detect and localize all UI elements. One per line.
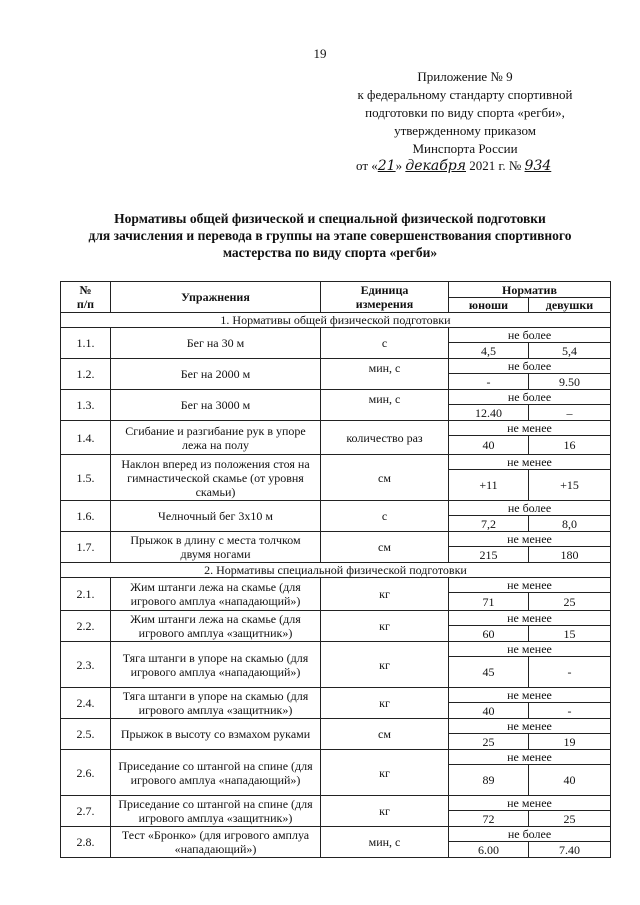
row-unit: кг [321, 578, 449, 611]
header-row [61, 282, 611, 298]
row-number: 2.6. [61, 750, 111, 796]
table-row [61, 421, 611, 436]
row-unit: с [321, 328, 449, 359]
table-row [61, 578, 611, 593]
value-girls: 25 [529, 593, 611, 611]
header-boys: юноши [449, 298, 529, 313]
row-unit: мин, с [321, 390, 449, 421]
exercise-name: Тяга штанги в упоре на скамью (для игрового амплуа «нападающий») [111, 642, 321, 688]
section-title: 1. Нормативы общей физической подготовки [61, 313, 611, 328]
value-boys: 45 [449, 657, 529, 688]
annex-line: Минспорта России [412, 141, 518, 156]
header-norm: Норматив [449, 282, 611, 298]
order-sep: » [395, 158, 403, 173]
exercise-name: Прыжок в высоту со взмахом руками [111, 719, 321, 750]
value-girls: - [529, 703, 611, 719]
norm-condition: не более [449, 501, 611, 516]
row-number: 2.4. [61, 688, 111, 719]
section-title: 2. Нормативы специальной физической подготовки [61, 563, 611, 578]
table-row [61, 719, 611, 734]
header-unit: Единица измерения [321, 282, 449, 313]
annex-line: утвержденному приказом [394, 123, 536, 138]
value-boys: 215 [449, 547, 529, 563]
exercise-name: Тест «Бронко» (для игрового амплуа «нападающий») [111, 827, 321, 858]
value-boys: 7,2 [449, 516, 529, 532]
table-row [61, 796, 611, 811]
table-row [61, 501, 611, 516]
value-girls: 8,0 [529, 516, 611, 532]
title-line: для зачисления и перевода в группы на этапе совершенствования спортивного [88, 228, 572, 243]
row-number: 2.8. [61, 827, 111, 858]
value-girls: 180 [529, 547, 611, 563]
header-exercise: Упражнения [111, 282, 321, 313]
table-row [61, 611, 611, 626]
norm-condition: не более [449, 827, 611, 842]
row-unit: см [321, 532, 449, 563]
value-boys: 4,5 [449, 343, 529, 359]
title-line: Нормативы общей физической и специальной физической подготовки [114, 211, 546, 226]
value-boys: 12.40 [449, 405, 529, 421]
section-row [61, 313, 611, 328]
row-unit: кг [321, 688, 449, 719]
header-num: № п/п [61, 282, 111, 313]
norm-condition: не менее [449, 750, 611, 765]
value-boys: 40 [449, 436, 529, 455]
row-number: 2.5. [61, 719, 111, 750]
row-number: 2.7. [61, 796, 111, 827]
exercise-name: Бег на 2000 м [111, 359, 321, 390]
row-unit: количество раз [321, 421, 449, 455]
norm-condition: не более [449, 359, 611, 374]
value-boys: 60 [449, 626, 529, 642]
row-number: 2.1. [61, 578, 111, 611]
row-unit: с [321, 501, 449, 532]
table-row [61, 455, 611, 470]
norm-condition: не менее [449, 688, 611, 703]
value-girls: 19 [529, 734, 611, 750]
exercise-name: Сгибание и разгибание рук в упоре лежа на полу [111, 421, 321, 455]
row-unit: см [321, 719, 449, 750]
value-girls: 16 [529, 436, 611, 455]
row-unit: кг [321, 796, 449, 827]
table-row [61, 750, 611, 765]
value-boys: 89 [449, 765, 529, 796]
row-number: 1.5. [61, 455, 111, 501]
value-girls: 9.50 [529, 374, 611, 390]
value-girls: 25 [529, 811, 611, 827]
norm-condition: не менее [449, 578, 611, 593]
annex-line: Приложение № 9 [417, 69, 513, 84]
row-number: 1.7. [61, 532, 111, 563]
row-number: 1.6. [61, 501, 111, 532]
exercise-name: Бег на 3000 м [111, 390, 321, 421]
annex-line: подготовки по виду спорта «регби», [365, 105, 565, 120]
norm-condition: не менее [449, 532, 611, 547]
norm-condition: не более [449, 328, 611, 343]
exercise-name: Прыжок в длину с места толчком двумя ногами [111, 532, 321, 563]
annex-header [330, 68, 600, 158]
table-row [61, 390, 611, 405]
order-reference [356, 158, 551, 174]
row-number: 1.1. [61, 328, 111, 359]
order-year: 2021 г. № [466, 158, 525, 173]
table-row [61, 642, 611, 657]
exercise-name: Челночный бег 3х10 м [111, 501, 321, 532]
row-unit: мин, с [321, 359, 449, 390]
row-unit: кг [321, 750, 449, 796]
norm-condition: не более [449, 390, 611, 405]
norm-condition: не менее [449, 719, 611, 734]
page-number: 19 [313, 46, 327, 61]
row-unit: кг [321, 642, 449, 688]
order-month-handwritten: декабря [405, 158, 466, 174]
order-day-handwritten: 21 [377, 158, 396, 174]
exercise-name: Приседание со штангой на спине (для игрового амплуа «нападающий») [111, 750, 321, 796]
row-number: 2.3. [61, 642, 111, 688]
value-girls: 7.40 [529, 842, 611, 858]
header-girls: девушки [529, 298, 611, 313]
norm-condition: не менее [449, 796, 611, 811]
exercise-name: Приседание со штангой на спине (для игрового амплуа «защитник») [111, 796, 321, 827]
table-row [61, 359, 611, 374]
exercise-name: Тяга штанги в упоре на скамью (для игрового амплуа «защитник») [111, 688, 321, 719]
exercise-name: Наклон вперед из положения стоя на гимнастической скамье (от уровня скамьи) [111, 455, 321, 501]
value-girls: 15 [529, 626, 611, 642]
table-row [61, 532, 611, 547]
value-girls: +15 [529, 470, 611, 501]
row-unit: см [321, 455, 449, 501]
value-girls: 40 [529, 765, 611, 796]
exercise-name: Жим штанги лежа на скамье (для игрового амплуа «защитник») [111, 611, 321, 642]
norm-condition: не менее [449, 455, 611, 470]
norm-condition: не менее [449, 642, 611, 657]
row-number: 1.3. [61, 390, 111, 421]
norms-table [60, 281, 611, 858]
section-row [61, 563, 611, 578]
exercise-name: Жим штанги лежа на скамье (для игрового амплуа «нападающий») [111, 578, 321, 611]
table-row [61, 827, 611, 842]
exercise-name: Бег на 30 м [111, 328, 321, 359]
table-row [61, 688, 611, 703]
value-boys: +11 [449, 470, 529, 501]
value-boys: 72 [449, 811, 529, 827]
order-prefix: от « [356, 158, 378, 173]
value-girls: - [529, 657, 611, 688]
value-girls: 5,4 [529, 343, 611, 359]
title-line: мастерства по виду спорта «регби» [222, 245, 438, 260]
value-boys: 40 [449, 703, 529, 719]
value-girls: – [529, 405, 611, 421]
row-number: 1.2. [61, 359, 111, 390]
value-boys: 25 [449, 734, 529, 750]
table-row [61, 328, 611, 343]
row-number: 1.4. [61, 421, 111, 455]
norm-condition: не менее [449, 421, 611, 436]
norm-condition: не менее [449, 611, 611, 626]
annex-line: к федеральному стандарту спортивной [357, 87, 573, 102]
row-unit: мин, с [321, 827, 449, 858]
value-boys: 6.00 [449, 842, 529, 858]
document-title [40, 210, 620, 261]
order-number-handwritten: 934 [524, 158, 552, 174]
value-boys: - [449, 374, 529, 390]
row-number: 2.2. [61, 611, 111, 642]
value-boys: 71 [449, 593, 529, 611]
row-unit: кг [321, 611, 449, 642]
